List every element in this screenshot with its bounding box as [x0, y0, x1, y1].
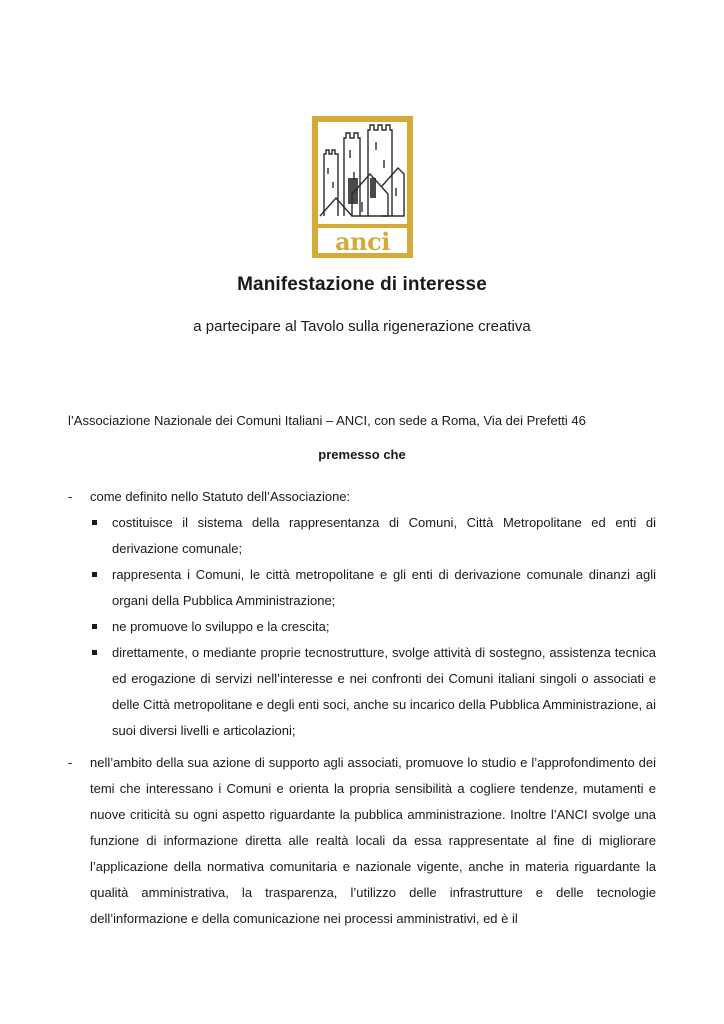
bullet-item — [68, 614, 656, 640]
bullet-text: direttamente, o mediante proprie tecnostrutture, svolge attività di sostegno, assistenza tecnica ed erogazione di servizi nell’interesse e nei confronti dei Comuni italiani singoli o associati e delle Città metropolitane e degli enti soci, anche su incarico della Pubblica Amministrazione, ai suoi diversi livelli e articolazioni; — [112, 645, 656, 738]
dash-marker: - — [68, 755, 73, 770]
list-item — [68, 750, 656, 932]
dash-marker: - — [68, 489, 73, 504]
svg-text:anci: anci — [335, 227, 390, 256]
bullet-item — [68, 640, 656, 744]
anci-logo — [312, 116, 413, 258]
square-bullet-icon — [92, 520, 97, 525]
document-title: Manifestazione di interesse — [237, 274, 487, 295]
square-bullet-icon — [92, 624, 97, 629]
bullet-text: ne promuove lo sviluppo e la crescita; — [112, 619, 330, 634]
bullet-item — [68, 562, 656, 614]
square-bullet-icon — [92, 650, 97, 655]
intro-paragraph: l’Associazione Nazionale dei Comuni Italiani – ANCI, con sede a Roma, Via dei Prefetti 46 — [68, 413, 586, 428]
premesso-heading: premesso che — [318, 447, 406, 462]
bullet-text: rappresenta i Comuni, le città metropolitane e gli enti di derivazione comunale dinanzi agli organi della Pubblica Amministrazione; — [112, 567, 656, 608]
bullet-text: costituisce il sistema della rappresentanza di Comuni, Città Metropolitane ed enti di derivazione comunale; — [112, 515, 656, 556]
list-item-text: nell’ambito della sua azione di supporto agli associati, promuove lo studio e l’approfondimento dei temi che interessano i Comuni e orienta la propria sensibilità a cogliere tendenze, mutamenti e nuove criticità su ogni aspetto riguardante la pubblica amministrazione. Inoltre l’ANCI svolge una funzione di informazione diretta alle realtà locali da essa rappresentate al fine di migliorare l’applicazione della normativa comunitaria e nazionale vigente, anche in materia riguardante la qualità amministrativa, la trasparenza, l’utilizzo delle infrastrutture e delle tecnologie dell’informazione e della comunicazione nei processi amministrativi, ed è il — [90, 755, 656, 926]
bullet-list — [68, 510, 656, 744]
document-body — [68, 484, 656, 932]
list-item-text: come definito nello Statuto dell’Associazione: — [90, 489, 351, 504]
document-subtitle: a partecipare al Tavolo sulla rigenerazione creativa — [193, 318, 531, 335]
square-bullet-icon — [92, 572, 97, 577]
bullet-item — [68, 510, 656, 562]
list-item — [68, 484, 656, 510]
